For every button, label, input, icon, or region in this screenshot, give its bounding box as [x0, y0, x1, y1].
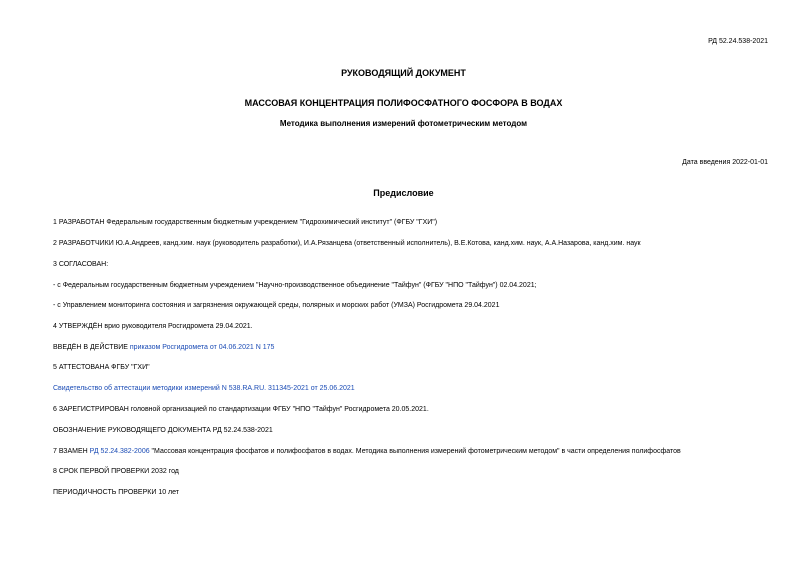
preface-item-approved: 4 УТВЕРЖДЁН врио руководителя Росгидромета 29.04.2021.	[53, 323, 253, 330]
document-type: РУКОВОДЯЩИЙ ДОКУМЕНТ	[341, 68, 466, 78]
preface-item-developers: 2 РАЗРАБОТЧИКИ Ю.А.Андреев, канд.хим. наук (руководитель разработки), И.А.Рязанцева (ответственный исполнитель), В.Е.Котова, канд.хим. наук, А.А.Назарова, канд.хим. наук	[53, 240, 641, 247]
preface-item-review-period: ПЕРИОДИЧНОСТЬ ПРОВЕРКИ 10 лет	[53, 489, 179, 496]
preface-item-replaces	[53, 448, 681, 455]
preface-item-agreed-typhoon: - с Федеральным государственным бюджетным учреждением "Научно-производственное объединение "Тайфун" (ФГБУ "НПО "Тайфун") 02.04.2021;	[53, 282, 537, 289]
preface-item-agreed-umza: - с Управлением мониторинга состояния и загрязнения окружающей среды, полярных и морских работ (УМЗА) Росгидромета 29.04.2021	[53, 302, 500, 309]
certificate-link[interactable]: Свидетельство об аттестации методики измерений N 538.RA.RU. 311345-2021 от 25.06.2021	[53, 385, 355, 392]
preface-heading: Предисловие	[373, 188, 434, 198]
preface-item-designation: ОБОЗНАЧЕНИЕ РУКОВОДЯЩЕГО ДОКУМЕНТА РД 52.24.538-2021	[53, 427, 273, 434]
document-subtitle: Методика выполнения измерений фотометрическим методом	[279, 119, 528, 128]
replaces-description: "Массовая концентрация фосфатов и полифосфатов в водах. Методика выполнения измерений фотометрическим методом" в части определения полифосфатов	[149, 448, 681, 455]
preface-item-introduced	[53, 344, 274, 351]
preface-item-registered: 6 ЗАРЕГИСТРИРОВАН головной организацией по стандартизации ФГБУ "НПО "Тайфун" Росгидромета 20.05.2021.	[53, 406, 429, 413]
document-code: РД 52.24.538-2021	[708, 38, 768, 45]
preface-item-developed: 1 РАЗРАБОТАН Федеральным государственным бюджетным учреждением "Гидрохимический институт" (ФГБУ "ГХИ")	[53, 219, 438, 226]
preface-item-certified: 5 АТТЕСТОВАНА ФГБУ "ГХИ"	[53, 364, 150, 371]
preface-item-agreed: 3 СОГЛАСОВАН:	[53, 261, 109, 268]
preface-item-first-review: 8 СРОК ПЕРВОЙ ПРОВЕРКИ 2032 год	[53, 468, 179, 475]
introduced-label: ВВЕДЁН В ДЕЙСТВИЕ	[53, 344, 130, 351]
replaced-document-link[interactable]: РД 52.24.382-2006	[89, 448, 150, 455]
order-link[interactable]: приказом Росгидромета от 04.06.2021 N 175	[129, 344, 275, 351]
document-title: МАССОВАЯ КОНЦЕНТРАЦИЯ ПОЛИФОСФАТНОГО ФОСФОРА В ВОДАХ	[244, 98, 563, 108]
replaces-label: 7 ВЗАМЕН	[53, 448, 90, 455]
effective-date: Дата введения 2022-01-01	[682, 159, 768, 166]
